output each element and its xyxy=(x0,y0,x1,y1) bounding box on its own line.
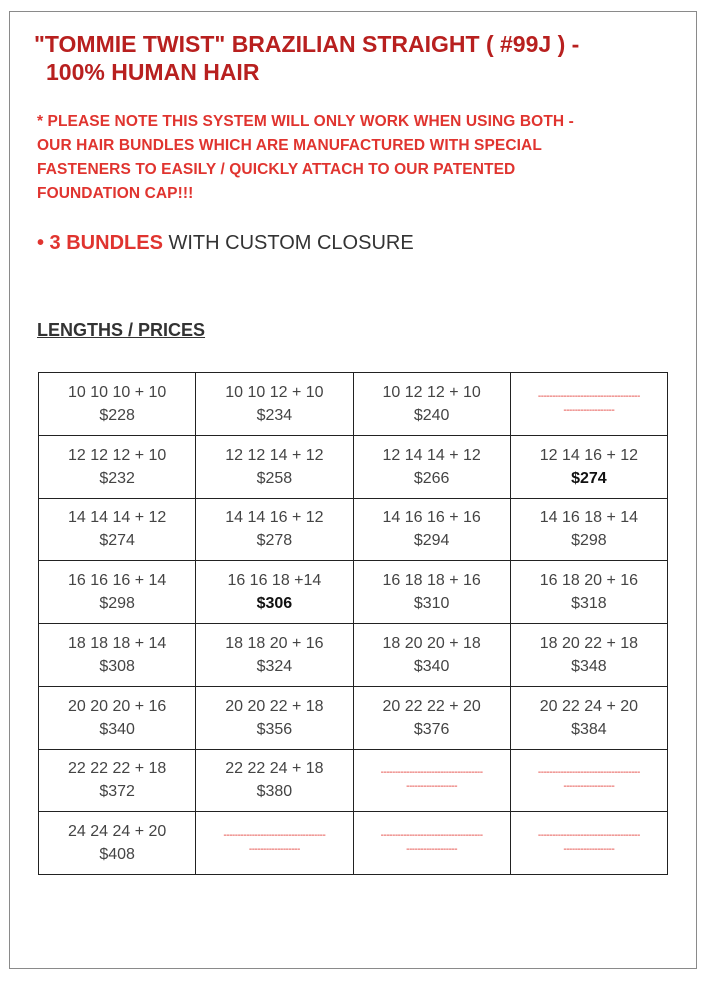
bundles-rest: WITH CUSTOM CLOSURE xyxy=(162,232,414,254)
cell-length: 20 22 22 + 20 xyxy=(382,697,481,715)
price-cell xyxy=(353,435,510,498)
cell-price: $266 xyxy=(413,469,450,487)
cell-price: $318 xyxy=(571,595,607,613)
cell-price: $340 xyxy=(99,720,135,738)
cell-length: 12 12 14 + 12 xyxy=(225,446,324,464)
table-row xyxy=(39,749,668,812)
system-note-line: OUR HAIR BUNDLES WHICH ARE MANUFACTURED WITH SPECIAL xyxy=(37,137,542,154)
price-cell xyxy=(39,749,196,812)
cell-length: 12 14 16 + 12 xyxy=(539,446,639,464)
cell-price: $278 xyxy=(256,532,293,550)
table-row xyxy=(39,498,668,561)
placeholder-dashes: ------------------------------------ xyxy=(380,767,483,779)
price-cell xyxy=(196,686,353,749)
table-row xyxy=(39,624,668,687)
table-row xyxy=(39,686,668,749)
empty-cell xyxy=(353,749,510,812)
cell-length: 14 14 14 + 12 xyxy=(67,509,167,527)
price-cell xyxy=(353,624,510,687)
cell-length: 24 24 24 + 20 xyxy=(67,823,167,841)
price-table xyxy=(38,372,668,875)
lengths-prices-heading: LENGTHS / PRICES xyxy=(37,320,206,340)
price-cell xyxy=(510,498,667,561)
empty-cell xyxy=(510,749,667,812)
price-cell xyxy=(353,373,510,436)
cell-price: $372 xyxy=(99,783,135,801)
cell-length: 18 20 20 + 18 xyxy=(382,634,481,652)
product-title xyxy=(34,30,674,86)
placeholder-dashes: ------------------ xyxy=(248,844,300,856)
placeholder-dashes: ------------------------------------ xyxy=(537,390,640,402)
placeholder-dashes: ------------------ xyxy=(406,781,458,793)
cell-length: 10 12 12 + 10 xyxy=(382,383,481,401)
placeholder-dashes: ------------------ xyxy=(406,844,458,856)
cell-price: $384 xyxy=(571,720,607,738)
cell-price: $294 xyxy=(413,532,450,550)
cell-price: $298 xyxy=(99,595,135,613)
cell-price: $340 xyxy=(413,657,450,675)
price-cell xyxy=(39,373,196,436)
cell-length: 12 14 14 + 12 xyxy=(382,446,481,464)
cell-length: 20 20 22 + 18 xyxy=(225,697,324,715)
system-note-line: * PLEASE NOTE THIS SYSTEM WILL ONLY WORK WHEN USING BOTH - xyxy=(37,113,574,130)
cell-length: 22 22 24 + 18 xyxy=(225,760,324,778)
cell-price: $324 xyxy=(256,657,293,675)
bundles-highlight: • 3 BUNDLES xyxy=(37,232,163,254)
price-cell xyxy=(353,561,510,624)
price-cell xyxy=(510,624,667,687)
cell-length: 14 14 16 + 12 xyxy=(225,509,324,527)
price-cell xyxy=(39,561,196,624)
cell-price: $234 xyxy=(256,406,293,424)
price-cell xyxy=(196,561,353,624)
table-row xyxy=(39,435,668,498)
system-note-line: FASTENERS TO EASILY / QUICKLY ATTACH TO OUR PATENTED xyxy=(37,161,516,178)
placeholder-dashes: ------------------------------------ xyxy=(537,767,640,779)
cell-price: $228 xyxy=(99,406,135,424)
price-cell xyxy=(196,373,353,436)
cell-price: $258 xyxy=(256,469,293,487)
cell-price: $408 xyxy=(99,846,135,864)
cell-length: 22 22 22 + 18 xyxy=(67,760,167,778)
cell-length: 14 16 18 + 14 xyxy=(539,509,639,527)
price-cell xyxy=(196,749,353,812)
placeholder-dashes: ------------------ xyxy=(563,844,615,856)
price-cell xyxy=(353,498,510,561)
cell-price: $274 xyxy=(99,532,135,550)
empty-cell xyxy=(510,812,667,875)
cell-price: $240 xyxy=(413,406,450,424)
cell-price: $298 xyxy=(571,532,607,550)
price-cell xyxy=(510,561,667,624)
system-note xyxy=(37,110,677,206)
price-cell xyxy=(39,812,196,875)
price-cell xyxy=(196,435,353,498)
cell-price: $308 xyxy=(99,657,135,675)
cell-price: $356 xyxy=(256,720,293,738)
price-cell xyxy=(39,435,196,498)
cell-price: $380 xyxy=(256,783,293,801)
cell-price: $348 xyxy=(571,657,607,675)
cell-length: 16 16 16 + 14 xyxy=(67,572,167,590)
price-cell xyxy=(39,624,196,687)
price-cell xyxy=(510,435,667,498)
cell-price: $306 xyxy=(256,595,293,613)
price-cell xyxy=(510,686,667,749)
cell-price: $376 xyxy=(413,720,450,738)
table-row xyxy=(39,373,668,436)
price-cell xyxy=(196,624,353,687)
table-row xyxy=(39,812,668,875)
cell-price: $310 xyxy=(413,595,450,613)
cell-length: 10 10 10 + 10 xyxy=(67,383,167,401)
cell-length: 20 20 20 + 16 xyxy=(67,697,167,715)
system-note-line: FOUNDATION CAP!!! xyxy=(37,185,194,202)
empty-cell xyxy=(353,812,510,875)
empty-cell xyxy=(196,812,353,875)
cell-price: $274 xyxy=(571,469,607,487)
placeholder-dashes: ------------------ xyxy=(563,781,615,793)
table-row xyxy=(39,561,668,624)
cell-length: 14 16 16 + 16 xyxy=(382,509,481,527)
price-cell xyxy=(39,498,196,561)
empty-cell xyxy=(510,373,667,436)
price-cell xyxy=(39,686,196,749)
cell-length: 16 18 18 + 16 xyxy=(382,572,481,590)
product-title-line-2: 100% HUMAN HAIR xyxy=(46,59,260,85)
placeholder-dashes: ------------------------------------ xyxy=(380,830,483,842)
cell-length: 18 20 22 + 18 xyxy=(539,634,639,652)
product-title-line-1: "TOMMIE TWIST" BRAZILIAN STRAIGHT ( #99J ) - xyxy=(34,31,580,57)
cell-length: 20 22 24 + 20 xyxy=(539,697,639,715)
cell-length: 12 12 12 + 10 xyxy=(67,446,167,464)
cell-length: 16 18 20 + 16 xyxy=(539,572,639,590)
cell-length: 18 18 18 + 14 xyxy=(67,634,167,652)
placeholder-dashes: ------------------------------------ xyxy=(537,830,640,842)
price-cell xyxy=(353,686,510,749)
cell-length: 16 16 18 +14 xyxy=(227,572,322,590)
placeholder-dashes: ------------------ xyxy=(563,404,615,416)
price-cell xyxy=(196,498,353,561)
bundles-line xyxy=(37,232,414,255)
cell-length: 18 18 20 + 16 xyxy=(225,634,324,652)
placeholder-dashes: ------------------------------------ xyxy=(223,830,326,842)
cell-price: $232 xyxy=(99,469,135,487)
cell-length: 10 10 12 + 10 xyxy=(225,383,324,401)
